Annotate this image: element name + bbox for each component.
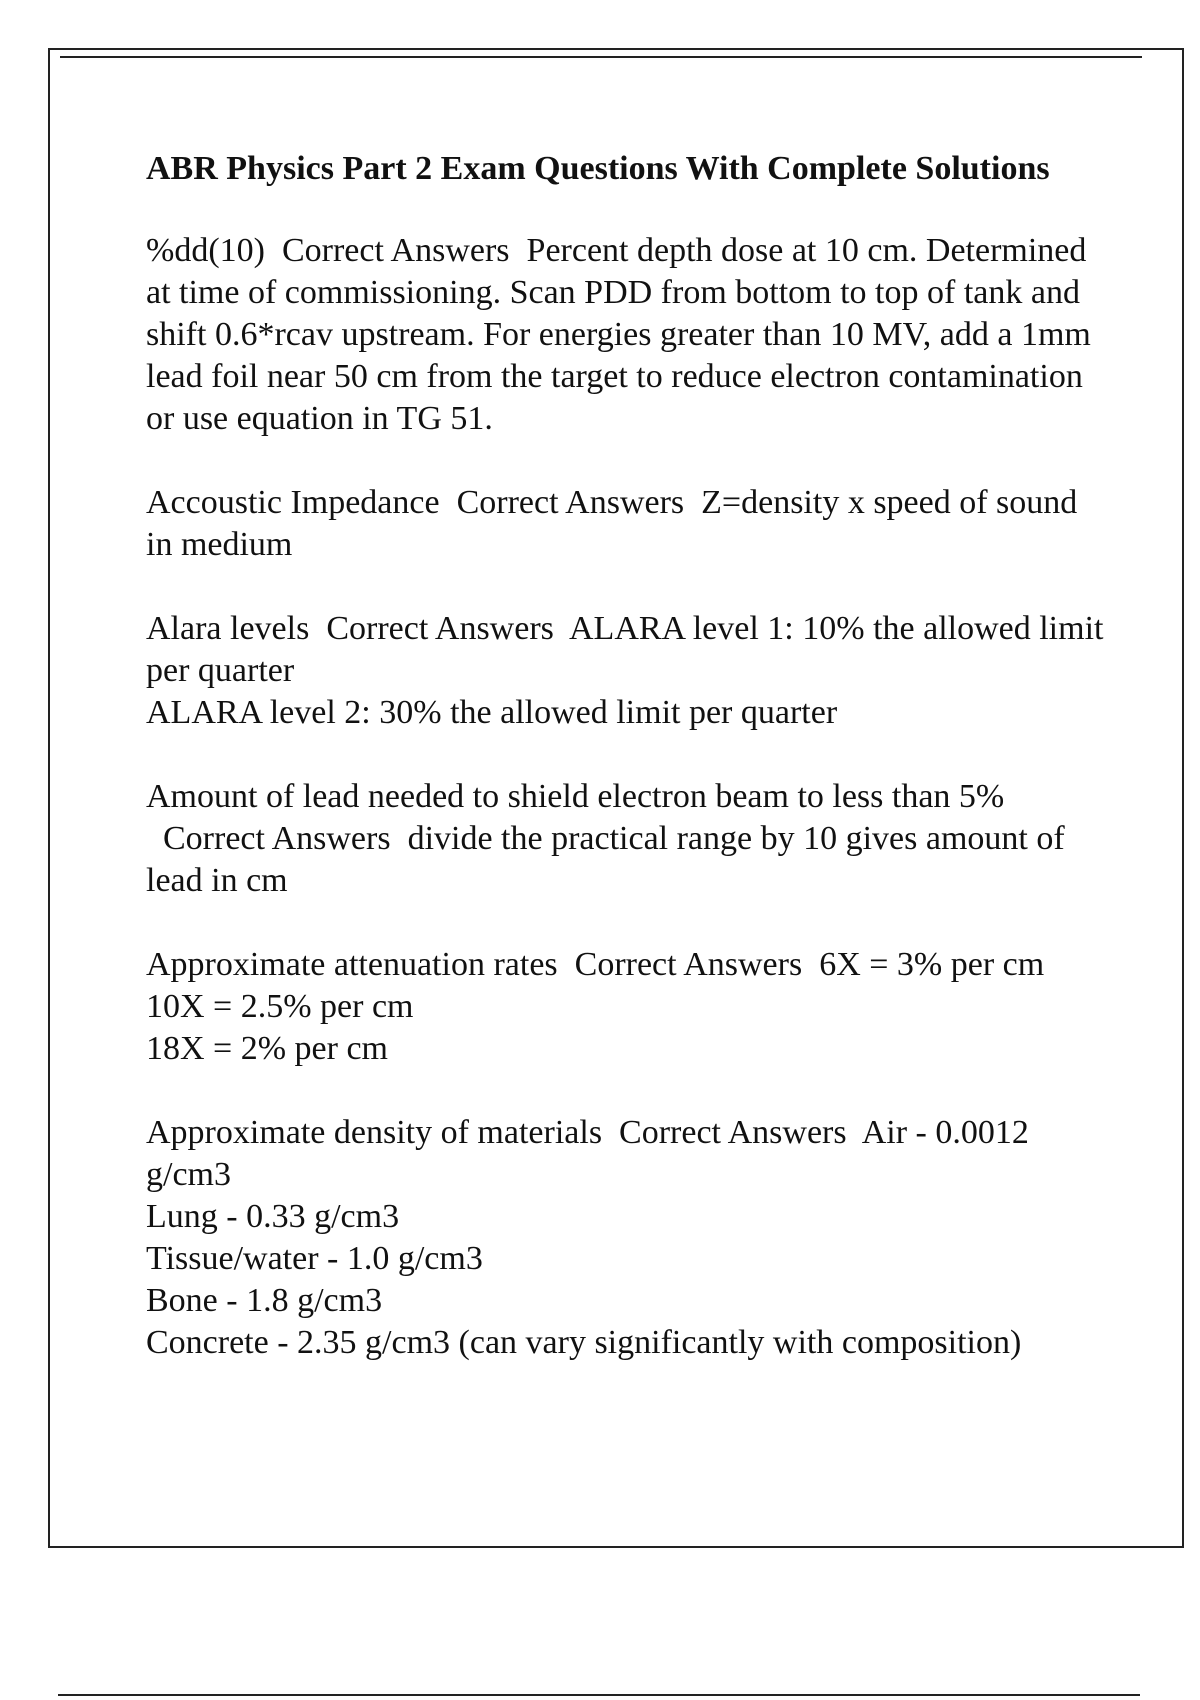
answer-text: Percent depth dose at 10 cm. Determined at time of commissioning. Scan PDD from bottom to top of tank and shift 0.6*rcav upstream. For energies greater than 10 MV, add a 1mm lead foil near 50 cm from the target to reduce electron contamination or use equation in TG 51.: [146, 232, 1091, 437]
answer-line: 18X = 2% per cm: [146, 1030, 389, 1067]
qa-entry: [146, 608, 1106, 734]
answer-text: 6X = 3% per cm: [819, 946, 1045, 983]
answer-marker: Correct Answers: [326, 610, 554, 647]
question-text: %dd(10): [146, 232, 265, 269]
answer-marker: Correct Answers: [574, 946, 803, 983]
document-title: ABR Physics Part 2 Exam Questions With Complete Solutions: [146, 150, 1050, 187]
qa-entry: [146, 482, 1106, 566]
question-text: Approximate density of materials: [146, 1114, 603, 1151]
question-text: Accoustic Impedance: [146, 484, 440, 521]
answer-line: 10X = 2.5% per cm: [146, 988, 414, 1025]
qa-entry: [146, 230, 1106, 440]
answer-marker: Correct Answers: [619, 1114, 847, 1151]
top-rule: [60, 56, 1142, 58]
answer-line: ALARA level 2: 30% the allowed limit per quarter: [146, 694, 838, 731]
answer-marker: Correct Answers: [281, 232, 510, 269]
answer-line: Concrete - 2.35 g/cm3 (can vary significantly with composition): [146, 1324, 1022, 1361]
qa-entry: [146, 1112, 1106, 1364]
bottom-rule: [58, 1694, 1140, 1696]
question-text: Alara levels: [146, 610, 310, 647]
answer-text: ALARA level 1: 10% the allowed limit per quarter: [146, 610, 1104, 689]
answer-marker: Correct Answers: [456, 484, 685, 521]
question-text: Approximate attenuation rates: [146, 946, 558, 983]
answer-line: Lung - 0.33 g/cm3: [146, 1198, 400, 1235]
answer-line: Bone - 1.8 g/cm3: [146, 1282, 383, 1319]
answer-text: Z=density x speed of sound in medium: [146, 484, 1078, 563]
answer-text: divide the practical range by 10 gives amount of lead in cm: [146, 820, 1065, 899]
qa-entry: [146, 776, 1106, 902]
answer-marker: Correct Answers: [163, 820, 391, 857]
question-text: Amount of lead needed to shield electron beam to less than 5%: [146, 778, 1005, 815]
qa-entry: [146, 944, 1106, 1070]
answer-text: Air - 0.0012 g/cm3: [146, 1114, 1029, 1193]
document-body: [146, 140, 1106, 1406]
answer-line: Tissue/water - 1.0 g/cm3: [146, 1240, 483, 1277]
